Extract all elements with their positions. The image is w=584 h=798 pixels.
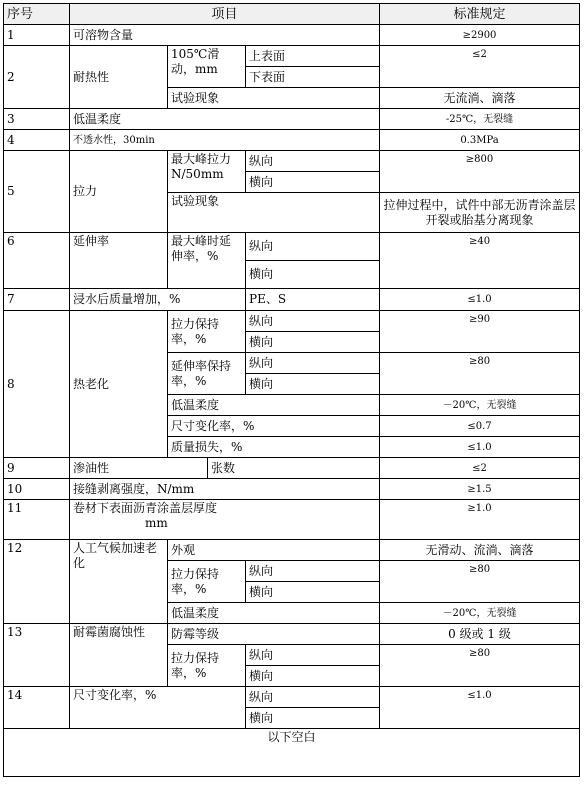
table-row: 12 人工气候加速老化 外观 无滑动、流淌、滴落 — [4, 540, 580, 561]
table-row: 9 渗油性 张数 ≤2 — [4, 458, 580, 479]
table-row: 8 热老化 拉力保持率，% 纵向 ≥90 — [4, 311, 580, 332]
table-row: 13 耐霉菌腐蚀性 防霉等级 0 级或 1 级 — [4, 624, 580, 645]
table-row: 3 低温柔度 -25℃，无裂缝 — [4, 109, 580, 130]
table-row: 6 延伸率 最大峰时延伸率，% 纵向 ≥40 — [4, 233, 580, 261]
table-row: 7 浸水后质量增加，% PE、S ≤1.0 — [4, 289, 580, 311]
header-standard: 标准规定 — [380, 4, 580, 25]
table-row: 1 可溶物含量 ≥2900 — [4, 25, 580, 46]
table-row: 2 耐热性 105℃滑动，mm 上表面 ≤2 — [4, 46, 580, 67]
header-row — [4, 4, 580, 25]
table-row: 14 尺寸变化率，% 纵向 ≤1.0 — [4, 687, 580, 708]
header-item: 项目 — [70, 4, 380, 25]
table-row: 5 拉力 最大峰拉力 N/50mm 纵向 ≥800 — [4, 151, 580, 172]
table-row: 4 不透水性，30min 0.3MPa — [4, 130, 580, 151]
footer-note: 以下空白 — [4, 729, 580, 777]
standards-table: 序号 项目 标准规定 1 可溶物含量 ≥2900 2 耐热性 105℃滑动，mm 上表面 ≤2 下表面 试验现象 无流淌、滴落 3 低温柔度 -25℃，无裂缝 4 不透水性，30min 0.3MPa 5 拉力 最大峰拉力 N/50mm 纵向 ≥800 横向 试验现象 拉伸过程中，试件中部无沥青涂盖层开裂或胎基分离现象 6 延伸率 最大峰时延伸率，% 纵向 ≥40 横向 7 浸水后质量增加，% PE、S ≤1.0 8 热老化 拉力保持率，% 纵向 ≥90 横向 延伸率保持率，% 纵向 ≥80 横向 低温柔度 －20℃，无裂缝 尺寸变化率，% ≤0.7 质量损失，% ≤1.0 9 渗油性 张数 ≤2 10 接缝剥离强度，N/mm ≥1.5 11 卷材下表面沥青涂盖层厚度 mm ≥1.0 12 人工气候加速老化 外观 无滑动、流淌、滴落 拉力保持率，% 纵向 ≥80 横向 低温柔度 －20℃，无裂缝 13 耐霉菌腐蚀性 防霉等级 0 级或 1 级 拉力保持率，% 纵向 ≥80 横向 14 尺寸变化率，% 纵向 ≤1.0 横向 以下空白 — [3, 3, 580, 777]
footer-row — [4, 729, 580, 777]
table-row: 11 卷材下表面沥青涂盖层厚度 mm ≥1.0 — [4, 500, 580, 540]
header-no: 序号 — [4, 4, 70, 25]
table-row: 10 接缝剥离强度，N/mm ≥1.5 — [4, 479, 580, 500]
